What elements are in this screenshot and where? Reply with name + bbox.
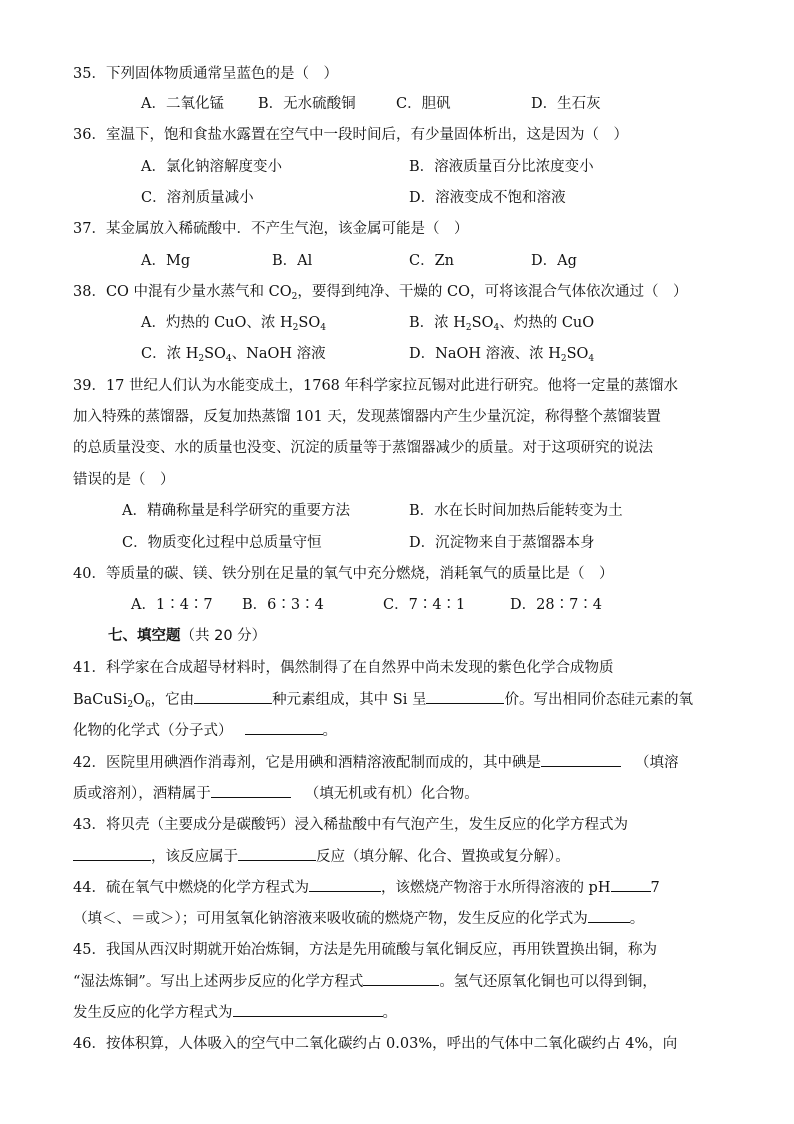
question-38-option-c: C．浓 $H_2SO_4$、NaOH 溶液 [141,346,326,364]
question-40-stem: 40．等质量的碳、镁、铁分别在足量的氧气中充分燃烧，消耗氧气的质量比是（ ） [73,566,614,582]
fill-blank[interactable] [588,908,630,923]
question-42-line-1: 42．医院里用碘酒作消毒剂，它是用碘和酒精溶液配制而成的，其中碘是 （填溶 [73,752,678,773]
fill-blank[interactable] [309,877,381,892]
question-36-option-c: C．溶剂质量减小 [141,190,254,206]
question-37-option-b: B．Al [272,253,313,269]
question-35-option-c: C．胆矾 [396,96,451,112]
fill-blank[interactable] [194,689,272,704]
question-45-line-1: 45．我国从西汉时期就开始冶炼铜，方法是先用硫酸与氧化铜反应，再用铁置换出铜，称为 [73,942,657,958]
question-41-line-2: $BaCuSi_2O_6$，它由 种元素组成，其中 Si 呈 价。写出相同价态硅元素的氧 [73,689,693,712]
question-39-line-4: 错误的是（ ） [73,472,175,488]
fill-blank[interactable] [426,689,504,704]
fill-blank[interactable] [245,720,323,735]
question-38-option-a: A．灼热的 CuO、浓 $H_2SO_4$ [141,315,326,333]
section-7-heading: 七、填空题（共 20 分） [108,628,267,644]
question-43-line-1: 43．将贝壳（主要成分是碳酸钙）浸入稀盐酸中有气泡产生，发生反应的化学方程式为 [73,817,628,833]
question-35-option-a: A．二氧化锰 [141,96,224,112]
fill-blank[interactable] [238,846,316,861]
question-39-line-2: 加入特殊的蒸馏器，反复加热蒸馏 101 天，发现蒸馏器内产生少量沉淀，称得整个蒸馏装置 [73,409,661,425]
question-40-option-d: D．28∶7∶4 [510,597,603,613]
question-45-line-3: 发生反应的化学方程式为 。 [73,1002,397,1023]
question-35-option-d: D．生石灰 [531,96,601,112]
question-38-stem: 38．CO 中混有少量水蒸气和 $CO_2$，要得到纯净、干燥的 CO，可将该混合气体依次通过（ ） [73,284,688,302]
question-40-option-c: C．7∶4∶1 [383,597,466,613]
question-36-option-a: A．氯化钠溶解度变小 [141,159,282,175]
fill-blank[interactable] [541,752,621,767]
question-44-line-2: （填＜、＝或＞）；可用氢氧化钠溶液来吸收硫的燃烧产物，发生反应的化学式为 。 [73,908,644,929]
question-37-option-d: D．Ag [531,253,577,269]
question-39-option-d: D．沉淀物来自于蒸馏器本身 [409,535,595,551]
question-39-option-a: A．精确称量是科学研究的重要方法 [122,503,350,519]
question-45-line-2: “湿法炼铜”。写出上述两步反应的化学方程式 。氢气还原氧化铜也可以得到铜， [73,971,657,992]
question-41-line-3: 化物的化学式（分子式） 。 [73,720,337,741]
fill-blank[interactable] [363,971,439,986]
question-40-option-b: B．6∶3∶4 [242,597,324,613]
question-36-option-b: B．溶液质量百分比浓度变小 [409,159,594,175]
question-39-line-1: 39．17 世纪人们认为水能变成土，1768 年科学家拉瓦锡对此进行研究。他将一定量的蒸馏水 [73,378,679,394]
question-36-stem: 36．室温下，饱和食盐水露置在空气中一段时间后，有少量固体析出，这是因为（ ） [73,127,628,143]
question-44-line-1: 44．硫在氧气中燃烧的化学方程式为 ，该燃烧产物溶于水所得溶液的 pH 7 [73,877,660,898]
question-37-option-a: A．Mg [141,253,191,269]
question-37-stem: 37．某金属放入稀硫酸中．不产生气泡，该金属可能是（ ） [73,221,469,237]
question-39-option-c: C．物质变化过程中总质量守恒 [122,535,322,551]
fill-blank[interactable] [211,783,291,798]
question-37-option-c: C．Zn [409,253,455,269]
fill-blank[interactable] [73,846,151,861]
question-38-option-b: B．浓 $H_2SO_4$、灼热的 CuO [409,315,595,333]
fill-blank[interactable] [611,877,651,892]
question-35-option-b: B．无水硫酸铜 [258,96,356,112]
question-42-line-2: 质或溶剂），酒精属于 （填无机或有机）化合物。 [73,783,479,804]
question-41-line-1: 41．科学家在合成超导材料时，偶然制得了在自然界中尚未发现的紫色化学合成物质 [73,660,614,676]
question-36-option-d: D．溶液变成不饱和溶液 [409,190,566,206]
question-46-line-1: 46．按体积算，人体吸入的空气中二氧化碳约占 0.03%，呼出的气体中二氧化碳约占 4%，向 [73,1036,678,1052]
question-40-option-a: A．1∶4∶7 [131,597,213,613]
question-39-option-b: B．水在长时间加热后能转变为土 [409,503,623,519]
question-38-option-d: D．NaOH 溶液、浓 $H_2SO_4$ [409,346,595,364]
fill-blank[interactable] [233,1002,383,1017]
question-39-line-3: 的总质量没变、水的质量也没变、沉淀的质量等于蒸馏器减少的质量。对于这项研究的说法 [73,440,653,456]
question-35-stem: 35．下列固体物质通常呈蓝色的是（ ） [73,66,338,82]
question-43-line-2: ，该反应属于 反应（填分解、化合、置换或复分解）。 [73,846,570,867]
